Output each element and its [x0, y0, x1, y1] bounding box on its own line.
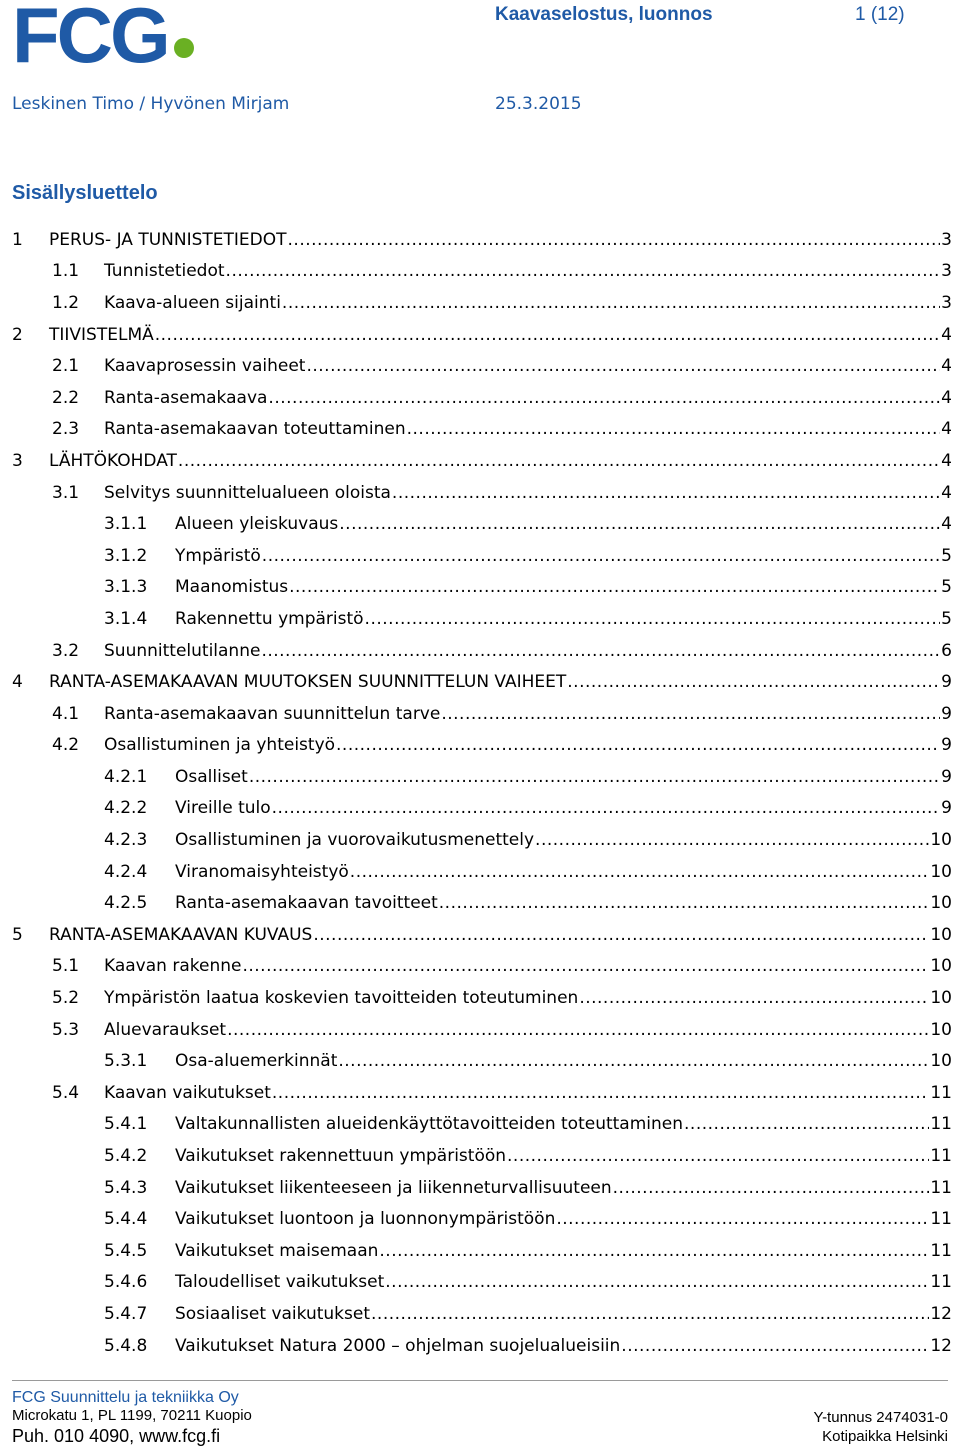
toc-entry[interactable]	[0, 982, 960, 1014]
toc-entry[interactable]	[0, 730, 960, 762]
toc-dot-leader	[272, 798, 941, 818]
page-number: 1 (12)	[855, 4, 905, 25]
toc-entry-page: 5	[941, 545, 952, 566]
toc-entry-number: 4.1	[52, 703, 80, 724]
footer-business-id: Y-tunnus 2474031-0	[813, 1409, 948, 1426]
toc-entry-page: 11	[930, 1177, 952, 1198]
toc-entry-title: Rakennettu ympäristö	[175, 608, 364, 629]
toc-entry[interactable]	[0, 919, 960, 951]
toc-entry-title: Vaikutukset luontoon ja luonnonympäristöön	[175, 1209, 556, 1230]
toc-entry-title-line	[49, 672, 952, 692]
toc-entry-title: Ranta-asemakaavan suunnittelun tarve	[104, 703, 441, 724]
toc-entry-page: 10	[930, 1051, 952, 1072]
toc-entry-page: 11	[930, 1209, 952, 1230]
toc-entry-page: 5	[941, 577, 952, 598]
toc-entry-title-line	[175, 1209, 952, 1229]
toc-entry-page: 4	[941, 356, 952, 377]
toc-dot-leader	[392, 483, 940, 503]
toc-entry-title-line	[49, 925, 952, 945]
toc-entry-number: 3.1	[52, 482, 80, 503]
toc-entry-title-line	[175, 609, 952, 629]
toc-entry-number: 4.2.3	[104, 830, 148, 851]
toc-entry-title: Vireille tulo	[175, 798, 271, 819]
toc-entry[interactable]	[0, 698, 960, 730]
toc-entry-title-line	[104, 483, 952, 503]
toc-entry-title: Tunnistetiedot	[104, 261, 225, 282]
toc-entry-number: 5.4.8	[104, 1335, 148, 1356]
toc-entry-title-line	[104, 641, 952, 661]
toc-entry[interactable]	[0, 477, 960, 509]
toc-entry-page: 11	[930, 1272, 952, 1293]
toc-entry-title-line	[104, 988, 952, 1008]
toc-entry-page: 11	[930, 1114, 952, 1135]
toc-entry[interactable]	[0, 224, 960, 256]
footer-domicile: Kotipaikka Helsinki	[822, 1428, 948, 1445]
toc-dot-leader	[556, 1209, 929, 1229]
toc-entry-title: PERUS- JA TUNNISTETIEDOT	[49, 229, 287, 250]
toc-dot-leader	[261, 641, 940, 661]
toc-entry-title-line	[49, 230, 952, 250]
toc-entry[interactable]	[0, 1172, 960, 1204]
toc-entry[interactable]	[0, 1045, 960, 1077]
fcg-logo	[12, 0, 194, 79]
toc-entry-page: 9	[941, 798, 952, 819]
toc-entry-number: 2.3	[52, 419, 80, 440]
toc-entry[interactable]	[0, 603, 960, 635]
toc-entry-title-line	[175, 1241, 952, 1261]
footer-phone: Puh. 010 4090, www.fcg.fi	[12, 1426, 221, 1446]
toc-entry[interactable]	[0, 1140, 960, 1172]
toc-entry-number: 5.4.2	[104, 1146, 148, 1167]
toc-entry-number: 3.1.1	[104, 514, 148, 535]
toc-entry-title-line	[175, 1304, 952, 1324]
toc-dot-leader	[313, 925, 929, 945]
toc-entry-page: 3	[941, 261, 952, 282]
toc-dot-leader	[507, 1146, 929, 1166]
toc-entry-number: 5.4	[52, 1082, 80, 1103]
toc-entry-title: Kaava-alueen sijainti	[104, 292, 281, 313]
toc-entry[interactable]	[0, 1014, 960, 1046]
toc-dot-leader	[262, 546, 940, 566]
toc-entry-number: 4.2.1	[104, 766, 148, 787]
toc-dot-leader	[379, 1241, 929, 1261]
toc-dot-leader	[407, 419, 941, 439]
table-of-contents	[0, 224, 960, 1361]
toc-entry-title: RANTA-ASEMAKAAVAN KUVAUS	[49, 924, 313, 945]
toc-entry-page: 6	[941, 640, 952, 661]
toc-entry-title-line	[175, 830, 952, 850]
toc-entry-title-line	[49, 325, 952, 345]
toc-entry-number: 3	[12, 450, 23, 471]
toc-entry-number: 1.1	[52, 261, 80, 282]
toc-entry-page: 4	[941, 450, 952, 471]
toc-entry-title: Selvitys suunnittelualueen oloista	[104, 482, 391, 503]
toc-heading: Sisällysluettelo	[12, 182, 158, 204]
toc-entry-page: 3	[941, 229, 952, 250]
toc-entry-number: 5.4.5	[104, 1240, 148, 1261]
toc-entry-title-line	[49, 451, 952, 471]
toc-dot-leader	[385, 1272, 929, 1292]
toc-entry-title-line	[175, 893, 952, 913]
toc-dot-leader	[249, 767, 940, 787]
toc-entry[interactable]	[0, 350, 960, 382]
toc-entry[interactable]	[0, 540, 960, 572]
toc-entry[interactable]	[0, 793, 960, 825]
toc-entry-number: 5.4.4	[104, 1209, 148, 1230]
toc-entry-title: Valtakunnallisten alueidenkäyttötavoitteiden toteuttaminen	[175, 1114, 684, 1135]
toc-entry[interactable]	[0, 666, 960, 698]
toc-entry-title: Maanomistus	[175, 577, 289, 598]
toc-entry-title-line	[104, 956, 952, 976]
toc-entry-number: 5.3	[52, 1019, 80, 1040]
toc-entry-title: Vaikutukset liikenteeseen ja liikenneturvallisuuteen	[175, 1177, 612, 1198]
toc-entry-title-line	[175, 1272, 952, 1292]
toc-entry-number: 5	[12, 924, 23, 945]
toc-dot-leader	[282, 293, 940, 313]
toc-entry-number: 5.3.1	[104, 1051, 148, 1072]
toc-entry-title-line	[104, 419, 952, 439]
toc-entry-number: 5.4.1	[104, 1114, 148, 1135]
toc-entry-title: Ympäristön laatua koskevien tavoitteiden toteutuminen	[104, 988, 579, 1009]
toc-entry-title: Osa-aluemerkinnät	[175, 1051, 338, 1072]
toc-entry[interactable]	[0, 572, 960, 604]
toc-entry-page: 4	[941, 514, 952, 535]
toc-entry-number: 4.2	[52, 735, 80, 756]
logo-text: FCG	[12, 0, 168, 79]
toc-entry-title: Osallistuminen ja yhteistyö	[104, 735, 336, 756]
toc-entry-title-line	[175, 862, 952, 882]
toc-entry-title: Ympäristö	[175, 545, 261, 566]
toc-entry-page: 3	[941, 292, 952, 313]
toc-dot-leader	[226, 261, 941, 281]
toc-dot-leader	[288, 230, 941, 250]
toc-entry[interactable]	[0, 1267, 960, 1299]
toc-entry-page: 11	[930, 1082, 952, 1103]
toc-entry-title: Vaikutukset maisemaan	[175, 1240, 379, 1261]
footer-divider	[12, 1380, 948, 1381]
toc-entry-title-line	[104, 388, 952, 408]
toc-entry-page: 5	[941, 608, 952, 629]
toc-dot-leader	[567, 672, 940, 692]
toc-entry-title: Suunnittelutilanne	[104, 640, 261, 661]
toc-entry-title-line	[104, 293, 952, 313]
toc-entry-title-line	[175, 1178, 952, 1198]
toc-entry-title: LÄHTÖKOHDAT	[49, 450, 177, 471]
toc-entry[interactable]	[0, 951, 960, 983]
toc-entry-number: 3.1.3	[104, 577, 148, 598]
toc-entry[interactable]	[0, 635, 960, 667]
toc-dot-leader	[178, 451, 940, 471]
toc-entry[interactable]	[0, 319, 960, 351]
toc-entry-number: 5.2	[52, 988, 80, 1009]
toc-entry-number: 3.1.4	[104, 608, 148, 629]
toc-entry-page: 10	[930, 1019, 952, 1040]
document-title: Kaavaselostus, luonnos	[495, 4, 713, 25]
toc-dot-leader	[371, 1304, 929, 1324]
toc-entry-title-line	[175, 1114, 952, 1134]
toc-entry-number: 4.2.2	[104, 798, 148, 819]
toc-entry-title: Sosiaaliset vaikutukset	[175, 1303, 371, 1324]
logo-dot-icon	[174, 38, 194, 58]
toc-dot-leader	[155, 325, 940, 345]
toc-entry-page: 9	[941, 735, 952, 756]
toc-entry[interactable]	[0, 414, 960, 446]
toc-entry-title-line	[104, 1020, 952, 1040]
toc-dot-leader	[350, 862, 930, 882]
toc-entry-title: Viranomaisyhteistyö	[175, 861, 349, 882]
toc-entry-page: 10	[930, 956, 952, 977]
toc-entry-page: 11	[930, 1240, 952, 1261]
toc-entry-title-line	[104, 356, 952, 376]
toc-entry-page: 4	[941, 419, 952, 440]
toc-entry-page: 10	[930, 924, 952, 945]
toc-dot-leader	[338, 1051, 929, 1071]
toc-dot-leader	[613, 1178, 930, 1198]
toc-entry-title: RANTA-ASEMAKAAVAN MUUTOKSEN SUUNNITTELUN VAIHEET	[49, 672, 567, 693]
toc-entry[interactable]	[0, 761, 960, 793]
toc-entry-number: 2	[12, 324, 23, 345]
toc-dot-leader	[684, 1114, 929, 1134]
toc-entry-title-line	[175, 1146, 952, 1166]
toc-entry-title-line	[175, 767, 952, 787]
toc-entry-title-line	[175, 1051, 952, 1071]
toc-entry[interactable]	[0, 1235, 960, 1267]
toc-entry-title: Kaavan vaikutukset	[104, 1082, 271, 1103]
toc-dot-leader	[242, 956, 929, 976]
toc-entry-page: 10	[930, 861, 952, 882]
toc-entry[interactable]	[0, 1330, 960, 1362]
toc-entry[interactable]	[0, 824, 960, 856]
toc-entry-title: Osalliset	[175, 766, 248, 787]
toc-entry-title: Vaikutukset rakennettuun ympäristöön	[175, 1146, 507, 1167]
authors: Leskinen Timo / Hyvönen Mirjam	[12, 94, 290, 114]
toc-dot-leader	[268, 388, 940, 408]
toc-entry-title-line	[104, 704, 952, 724]
toc-entry[interactable]	[0, 508, 960, 540]
toc-entry-number: 5.1	[52, 956, 80, 977]
toc-entry-number: 4.2.5	[104, 893, 148, 914]
toc-entry-number: 4.2.4	[104, 861, 148, 882]
toc-entry-page: 9	[941, 703, 952, 724]
toc-entry-number: 2.1	[52, 356, 80, 377]
toc-dot-leader	[535, 830, 929, 850]
toc-entry-title: Taloudelliset vaikutukset	[175, 1272, 385, 1293]
toc-entry-page: 10	[930, 893, 952, 914]
toc-entry-number: 5.4.7	[104, 1303, 148, 1324]
toc-dot-leader	[579, 988, 929, 1008]
toc-entry-number: 5.4.3	[104, 1177, 148, 1198]
toc-entry[interactable]	[0, 1109, 960, 1141]
toc-entry-title-line	[175, 577, 952, 597]
toc-entry-title: TIIVISTELMÄ	[49, 324, 154, 345]
toc-entry-page: 4	[941, 324, 952, 345]
toc-dot-leader	[306, 356, 940, 376]
toc-entry-title-line	[104, 261, 952, 281]
toc-entry-page: 12	[930, 1335, 952, 1356]
toc-entry-page: 11	[930, 1146, 952, 1167]
toc-entry-title-line	[104, 1083, 952, 1103]
toc-entry-title: Ranta-asemakaavan tavoitteet	[175, 893, 438, 914]
toc-entry-page: 9	[941, 672, 952, 693]
toc-entry[interactable]	[0, 445, 960, 477]
toc-entry-title-line	[175, 546, 952, 566]
toc-entry-page: 10	[930, 830, 952, 851]
toc-entry-page: 12	[930, 1303, 952, 1324]
toc-entry-number: 1.2	[52, 292, 80, 313]
toc-entry[interactable]	[0, 287, 960, 319]
toc-entry-title-line	[175, 1336, 952, 1356]
toc-dot-leader	[365, 609, 941, 629]
toc-entry-number: 5.4.6	[104, 1272, 148, 1293]
toc-entry-title-line	[175, 798, 952, 818]
toc-entry-title: Kaavan rakenne	[104, 956, 242, 977]
toc-entry-title-line	[175, 514, 952, 534]
footer-company: FCG Suunnittelu ja tekniikka Oy	[12, 1389, 239, 1406]
toc-entry[interactable]	[0, 382, 960, 414]
document-date: 25.3.2015	[495, 94, 582, 114]
toc-entry[interactable]	[0, 1298, 960, 1330]
toc-entry[interactable]	[0, 1203, 960, 1235]
toc-dot-leader	[441, 704, 940, 724]
footer-address: Microkatu 1, PL 1199, 70211 Kuopio	[12, 1407, 252, 1424]
toc-entry-number: 3.2	[52, 640, 80, 661]
toc-entry-title: Ranta-asemakaavan toteuttaminen	[104, 419, 406, 440]
toc-entry-number: 2.2	[52, 387, 80, 408]
toc-entry-page: 4	[941, 387, 952, 408]
toc-dot-leader	[272, 1083, 929, 1103]
toc-entry-title-line	[104, 735, 952, 755]
toc-entry-page: 4	[941, 482, 952, 503]
toc-entry-title: Kaavaprosessin vaiheet	[104, 356, 306, 377]
toc-dot-leader	[227, 1020, 929, 1040]
toc-entry[interactable]	[0, 256, 960, 288]
toc-entry-title: Alueen yleiskuvaus	[175, 514, 339, 535]
toc-entry-number: 1	[12, 229, 23, 250]
toc-entry[interactable]	[0, 1077, 960, 1109]
toc-dot-leader	[339, 514, 940, 534]
toc-entry-title: Ranta-asemakaava	[104, 387, 268, 408]
toc-entry[interactable]	[0, 887, 960, 919]
toc-entry-title: Osallistuminen ja vuorovaikutusmenettely	[175, 830, 535, 851]
toc-dot-leader	[336, 735, 940, 755]
toc-entry-number: 4	[12, 672, 23, 693]
toc-dot-leader	[439, 893, 930, 913]
toc-entry-title: Vaikutukset Natura 2000 – ohjelman suojelualueisiin	[175, 1335, 621, 1356]
toc-entry-page: 9	[941, 766, 952, 787]
toc-entry-number: 3.1.2	[104, 545, 148, 566]
toc-entry[interactable]	[0, 856, 960, 888]
toc-entry-title: Aluevaraukset	[104, 1019, 227, 1040]
toc-dot-leader	[621, 1336, 929, 1356]
toc-dot-leader	[289, 577, 940, 597]
toc-entry-page: 10	[930, 988, 952, 1009]
